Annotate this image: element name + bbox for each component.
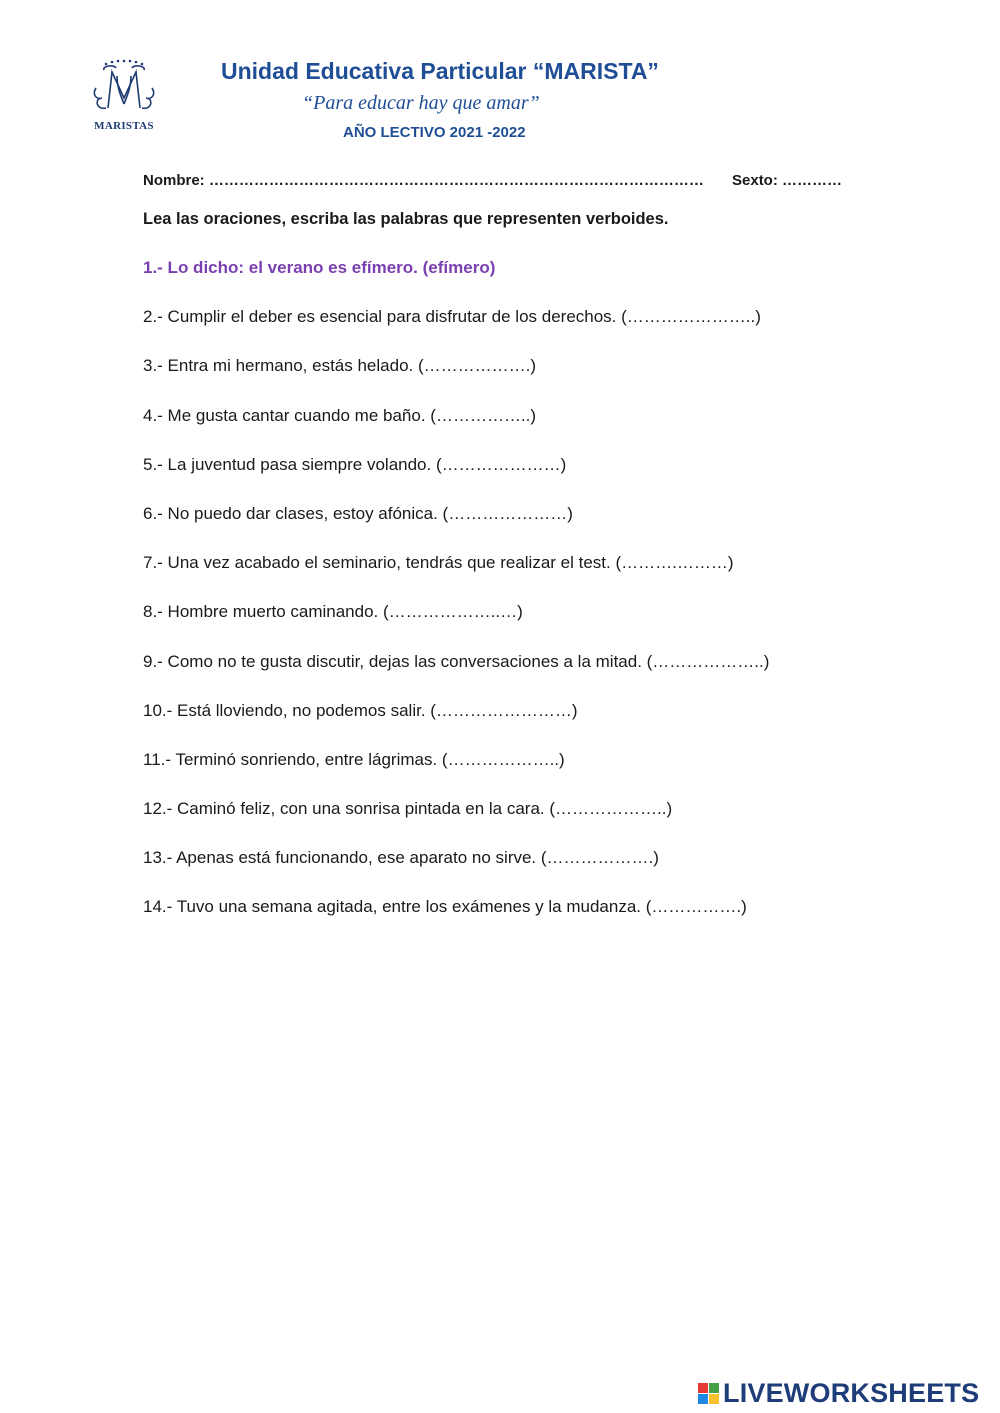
icon-square <box>709 1383 719 1393</box>
exercise-item[interactable]: 10.- Está lloviendo, no podemos salir. (……………………) <box>143 700 578 720</box>
marist-monogram-icon <box>86 58 162 118</box>
exercise-item[interactable]: 12.- Caminó feliz, con una sonrisa pintada en la cara. (………………..) <box>143 799 673 819</box>
exercise-item[interactable]: 5.- La juventud pasa siempre volando. (…………………) <box>143 454 567 474</box>
exercise-item[interactable]: 11.- Terminó sonriendo, entre lágrimas. (………………..) <box>143 749 565 769</box>
icon-square <box>698 1394 708 1404</box>
exercise-item[interactable]: 6.- No puedo dar clases, estoy afónica. (…………………) <box>143 503 573 523</box>
instruction-text: Lea las oraciones, escriba las palabras que representen verboides. <box>143 210 669 228</box>
exercise-item[interactable]: 7.- Una vez acabado el seminario, tendrás que realizar el test. (……….………) <box>143 553 734 573</box>
exercise-item[interactable]: 9.- Como no te gusta discutir, dejas las conversaciones a la mitad. (………………..) <box>143 651 770 671</box>
name-field[interactable]: Nombre: ……………………………………………………………………………………… <box>143 172 704 189</box>
logo-caption: MARISTAS <box>94 120 154 132</box>
grade-field[interactable]: Sexto: ………… <box>732 172 843 189</box>
school-logo <box>86 58 162 136</box>
exercise-item[interactable]: 2.- Cumplir el deber es esencial para disfrutar de los derechos. (…………………..) <box>143 307 761 327</box>
exercise-item-example: 1.- Lo dicho: el verano es efímero. (efímero) <box>143 258 496 277</box>
exercise-item[interactable]: 4.- Me gusta cantar cuando me baño. (……………..) <box>143 405 537 425</box>
school-name: Unidad Educativa Particular “MARISTA” <box>221 58 659 84</box>
school-year: AÑO LECTIVO 2021 -2022 <box>343 124 526 141</box>
icon-square <box>698 1383 708 1393</box>
liveworksheets-wordmark: LIVEWORKSHEETS <box>723 1377 980 1408</box>
liveworksheets-icon <box>698 1383 719 1404</box>
exercise-item[interactable]: 14.- Tuvo una semana agitada, entre los exámenes y la mudanza. (…………….) <box>143 897 747 917</box>
exercise-item[interactable]: 3.- Entra mi hermano, estás helado. (……………….) <box>143 356 537 376</box>
exercise-list <box>143 257 769 946</box>
exercise-item[interactable]: 13.- Apenas está funcionando, ese aparato no sirve. (……………….) <box>143 848 659 868</box>
icon-square <box>709 1394 719 1404</box>
exercise-item[interactable]: 8.- Hombre muerto caminando. (………………..…) <box>143 602 523 622</box>
school-motto: “Para educar hay que amar” <box>302 92 540 114</box>
liveworksheets-logo[interactable] <box>698 1378 979 1408</box>
